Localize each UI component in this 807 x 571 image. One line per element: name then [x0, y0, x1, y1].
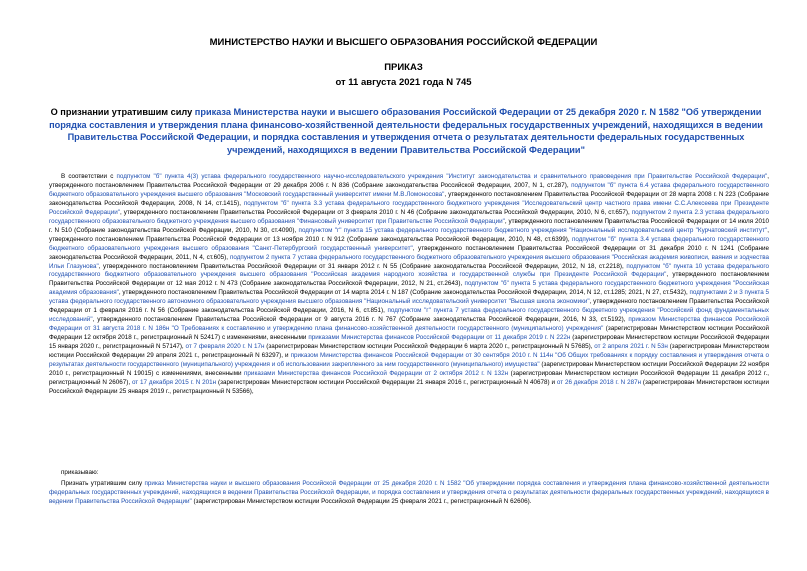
text: В соответствии с — [61, 173, 117, 180]
ref-link[interactable]: подпунктом "б" пункта 5 устава федерального государственного бюджетного учреждения "Российская академия образования" — [49, 280, 769, 297]
ref-link[interactable]: приказами Министерства финансов Российской Федерации от 11 декабря 2019 г. N 222н — [308, 334, 571, 342]
text: , утвержденного постановлением Правительства Российской Федерации от 14 марта 2014 г. N 187 (Собрание законодательства Российской Федерации, 2014, N 12, ст.1285; 2021, N 27, ст.5432), — [118, 289, 690, 297]
text: (зарегистрирован Министерством юстиции Российской Федерации 21 января 2016 г., регистрационный N 40678) и — [216, 378, 557, 386]
text: (зарегистрирован Министерством юстиции Российской Федерации 6 марта 2020 г., регистрационный N 57685), — [264, 343, 595, 351]
ref-link[interactable]: подпунктами 2 и 3 пункта 5 устава федерального государственного автономного образовательного учреждения высшего образования "Национальный исследовательский университет "Высшая школа экономики" — [49, 289, 769, 306]
ref-link[interactable]: подпунктом "б" пункта 3.3 устава федерального государственного бюджетного учреждения "Исследовательский центр частного права имени С.С.Алексеева при Президенте Российской Федерации" — [49, 199, 769, 216]
text: , утвержденного постановлением Правительства Российской Федерации от 1 февраля 2016 г. N 56 (Собрание законодательства Российской Федерации, 2016, N 6, ст.851), — [49, 298, 769, 315]
document-title — [46, 106, 766, 156]
ref-link[interactable]: от 7 февраля 2020 г. N 17н — [185, 343, 265, 351]
doc-type-heading: ПРИКАЗ — [384, 62, 423, 73]
text: (зарегистрирован Министерством юстиции Российской Федерации 22 ноября 2010 г., регистрационный N 19015) с изменениями, внесенными — [49, 361, 769, 377]
text: (зарегистрирован Министерством юстиции Российской Федерации 25 февраля 2021 г., регистрационный N 62606). — [191, 497, 532, 505]
revoked-order-link[interactable]: приказ Министерства науки и высшего образования Российской Федерации от 25 декабря 2020 г. N 1582 "Об утверждении порядка составления и утверждения плана финансово-хозяйственной деятельности федеральных государственных учреждений, находящихся в ведении Правительства Российской Федерации, и порядка составления и утверждения отчета о результатах деятельности федеральных государственных учреждений, находящихся в ведении Правительства Российской Федерации" — [49, 480, 770, 505]
date-number-heading: от 11 августа 2021 года N 745 — [335, 77, 472, 88]
text: Признать утратившим силу — [61, 480, 145, 487]
ref-link[interactable]: от 26 декабря 2018 г. N 287н — [556, 378, 642, 386]
ref-link[interactable]: приказом Министерства финансов Российской Федерации от 31 августа 2018 г. N 186н "О Требованиях к составлению и утверждению плана финансово-хозяйственной деятельности государственного (муниципального) учреждения" — [49, 316, 770, 333]
text: , утвержденного постановлением Правительства Российской Федерации от 14 июля 2010 г. N 510 (Собрание законодательства Российской Федерации, 2010, N 30, ст.4090), — [49, 217, 769, 234]
text: (зарегистрирован Министерством юстиции Российской Федерации 29 апреля 2021 г., регистрационный N 63297), и — [49, 343, 769, 360]
ref-link[interactable]: подпунктом "г" пункта 7 устава федерального государственного бюджетного учреждения "Российский фонд фундаментальных исследований" — [49, 307, 769, 324]
ref-link[interactable]: от 2 апреля 2021 г. N 53н — [594, 343, 668, 351]
order-word: приказываю: — [61, 469, 99, 476]
operative-paragraph — [49, 480, 769, 507]
preamble-paragraph — [49, 173, 769, 397]
text: (зарегистрирован Министерством юстиции Российской Федерации 12 октября 2018 г., регистрационный N 52417) с изменениями, внесенными — [49, 325, 770, 342]
ref-link[interactable]: подпунктом "б" пункта 4(3) устава федерального государственного научно-исследовательского учреждения "Институт законодательства и сравнительного правоведения при Правительстве Российской Федерации" — [116, 173, 768, 180]
text: , утвержденного постановлением Правительства Российской Федерации от 9 августа 2016 г. N 767 (Собрание законодательства Российской Федерации, 2016, N 33, ст.5192), — [92, 316, 629, 324]
text: (зарегистрирован Министерством юстиции Российской Федерации 11 декабря 2012 г., регистрационный N 26067), — [49, 369, 769, 386]
text: , утвержденного постановлением Правительства Российской Федерации от 28 марта 2008 г. N 223 (Собрание законодательства Российской Федерации, 2008, N 14, ст.1415), — [49, 190, 769, 207]
text: , утвержденного постановлением Правительства Российской Федерации от 31 января 2012 г. N 55 (Собрание законодательства Российской Федерации, 2012, N 18, ст.2218), — [98, 262, 627, 270]
ref-link[interactable]: приказом Министерства финансов Российской Федерации от 30 сентября 2010 г. N 114н "Об Общих требованиях к порядку составления и утверждения отчета о результатах деятельности государственного (муниципального) учреждения и об использовании закрепленного за ним государственного (муниципального) имущества" — [49, 352, 769, 369]
ref-link[interactable]: подпунктом 2 пункта 7 устава федерального государственного бюджетного образовательного учреждения высшего образования "Российская академия живописи, ваяния и зодчества Ильи Глазунова" — [49, 253, 769, 270]
title-link[interactable]: приказа Министерства науки и высшего образования Российской Федерации от 25 декабря 2020 г. N 1582 "Об утверждении порядка составления и утверждения плана финансово-хозяйственной деятельности федеральных государственных учреждений, находящихся в ведении Правительства Российской Федерации, и порядка составления и утверждения отчета о результатах деятельности федеральных государственных учреждений, находящихся в ведении Правительства Российской Федерации" — [49, 107, 763, 155]
ref-link[interactable]: подпунктом 2 пункта 2.3 устава федерального государственного образовательного бюджетного учреждения высшего образования "Финансовый университет при Правительстве Российской Федерации" — [49, 208, 769, 225]
text: (зарегистрирован Министерством юстиции Российской Федерации 25 января 2019 г., регистрационный N 53566), — [49, 378, 770, 395]
text: , утвержденного постановлением Правительства Российской Федерации от 13 ноября 2010 г. N 912 (Собрание законодательства Российской Федерации, 2010, N 48, ст.6399), — [49, 226, 769, 243]
text: , утвержденного постановлением Правительства Российской Федерации от 12 мая 2012 г. N 473 (Собрание законодательства Российской Федерации, 2012, N 21, ст.2643), — [49, 271, 769, 288]
ref-link[interactable]: подпунктом "б" пункта 6.4 устава федерального государственного бюджетного образовательного учреждения высшего образования "Московский государственный университет имени М.В.Ломоносова" — [49, 181, 769, 198]
ref-link[interactable]: подпунктом "г" пункта 15 устава федерального государственного бюджетного учреждения "Национальный исследовательский центр "Курчатовский институт" — [298, 226, 768, 234]
ministry-heading: МИНИСТЕРСТВО НАУКИ И ВЫСШЕГО ОБРАЗОВАНИЯ РОССИЙСКОЙ ФЕДЕРАЦИИ — [209, 37, 598, 48]
text: , утвержденного постановлением Правительства Российской Федерации от 3 февраля 2010 г. N 46 (Собрание законодательства Российской Федерации, 2010, N 6, ст.657), — [120, 208, 632, 216]
text: , утвержденного постановлением Правительства Российской Федерации от 29 декабря 2006 г. N 836 (Собрание законодательства Российской Федерации, 2007, N 1, ст.287), — [49, 173, 770, 189]
ref-link[interactable]: приказами Министерства финансов Российской Федерации от 2 октября 2012 г. N 132н — [244, 369, 509, 377]
ref-link[interactable]: подпунктом "б" пункта 3.4 устава федерального государственного бюджетного образовательного учреждения высшего образования "Санкт-Петербургский государственный университет" — [49, 235, 769, 252]
text: , утвержденного постановлением Правительства Российской Федерации от 31 декабря 2010 г. N 1241 (Собрание законодательства Российской Федерации, 2011, N 4, ст.605), — [49, 244, 769, 261]
title-prefix: О признании утратившим силу — [50, 107, 195, 117]
ref-link[interactable]: подпунктом "б" пункта 10 устава федерального государственного бюджетного образовательного учреждения высшего образования "Российская академия народного хозяйства и государственной службы при Президенте Российской Федерации" — [49, 262, 769, 279]
text: (зарегистрирован Министерством юстиции Российской Федерации 15 января 2020 г., регистрационный N 57147), — [49, 334, 769, 351]
ref-link[interactable]: от 17 декабря 2015 г. N 201н — [131, 378, 217, 386]
